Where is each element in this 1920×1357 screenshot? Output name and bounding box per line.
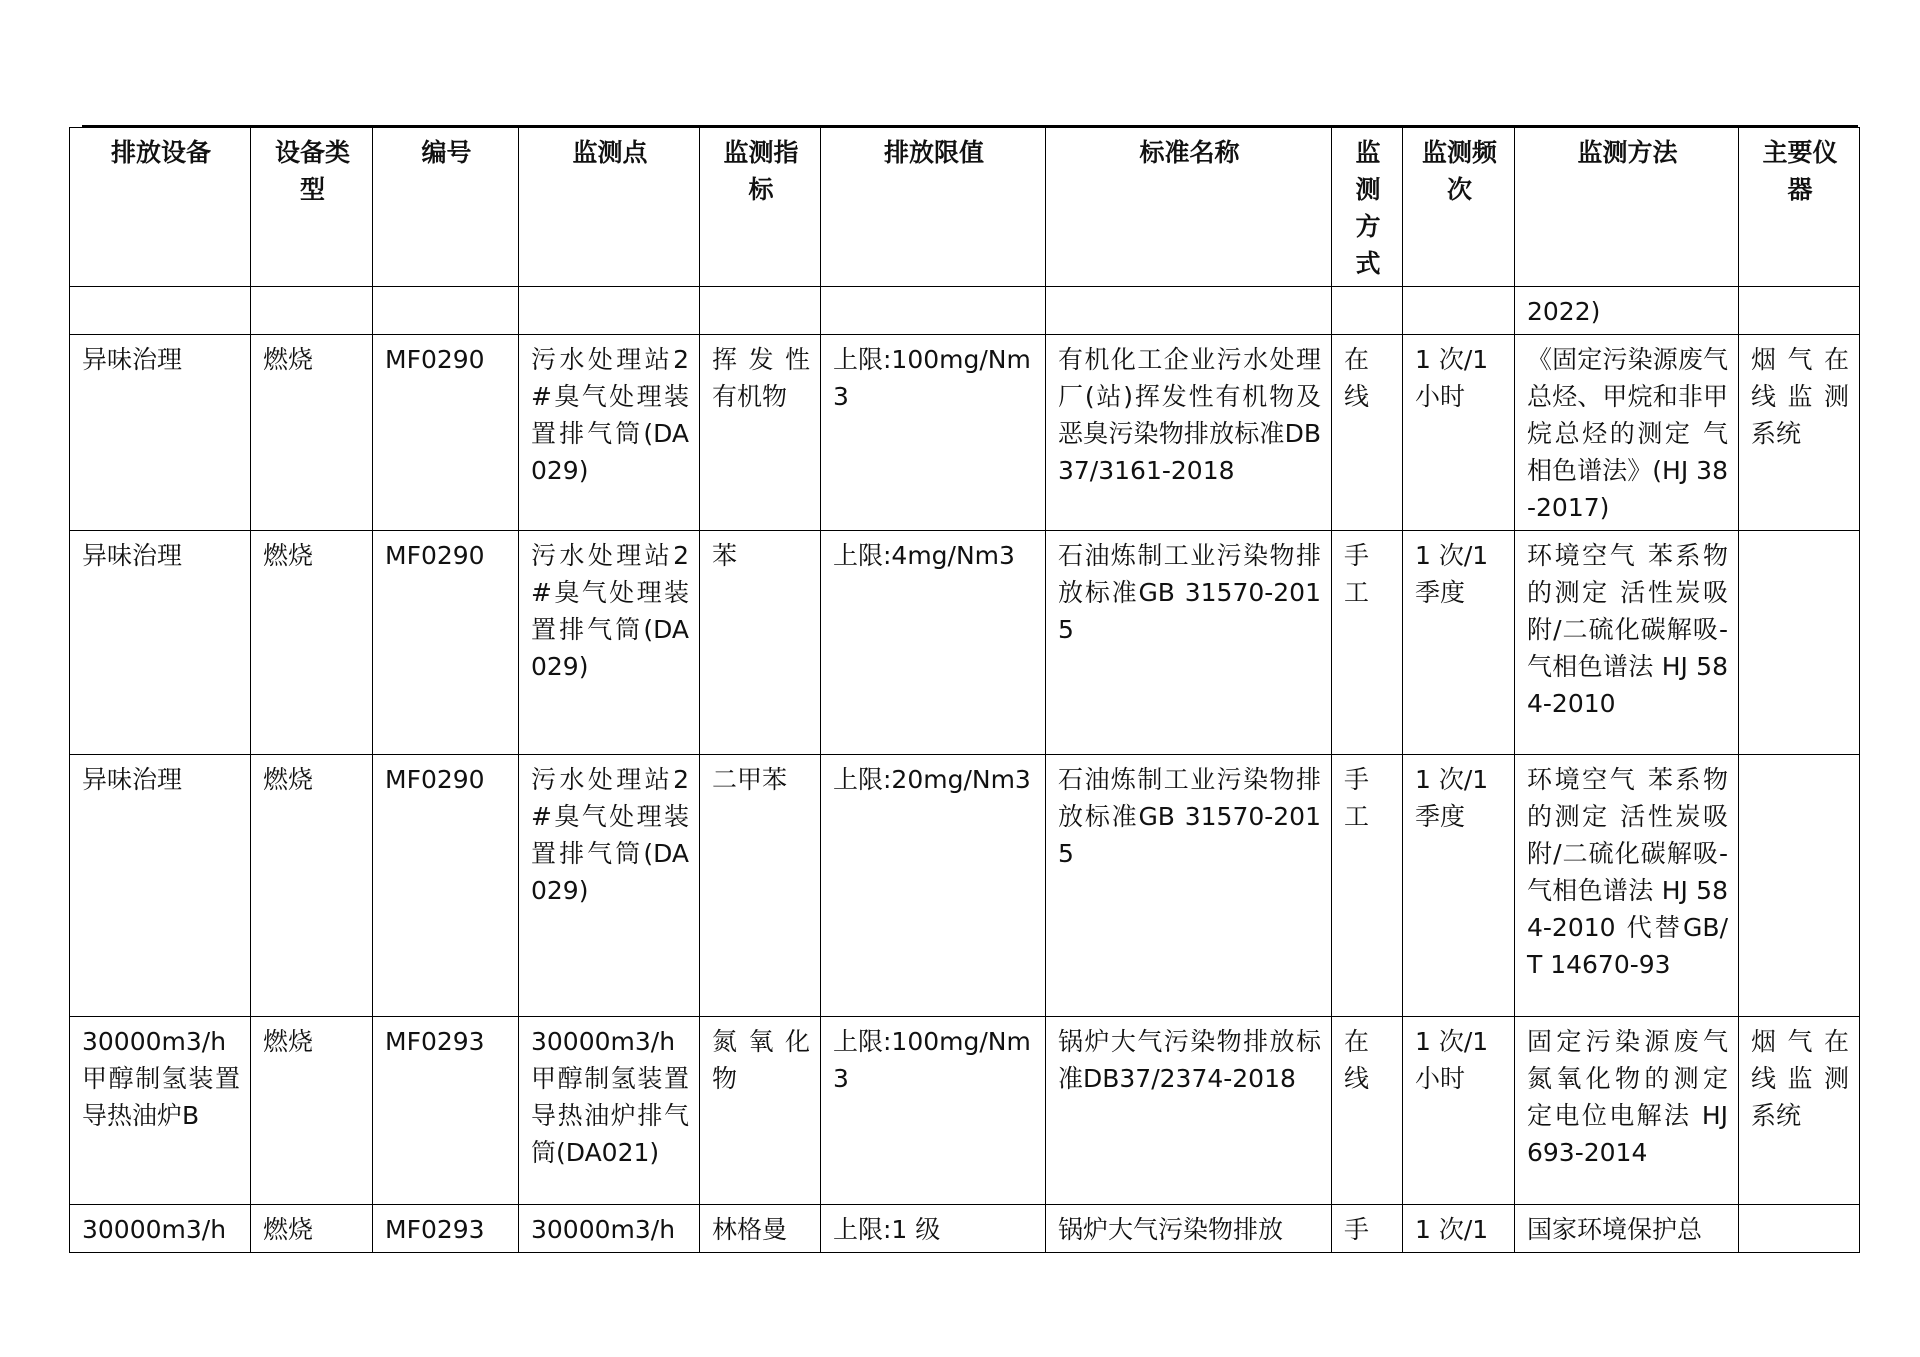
method-cell: 环境空气 苯系物的测定 活性炭吸附/二硫化碳解吸-气相色谱法 HJ 584-2010 [1515,531,1739,755]
limit-cell: 上限:4mg/Nm3 [821,531,1046,755]
device-cell: 异味治理 [70,335,251,531]
device-cell: 异味治理 [70,755,251,1017]
header-mode: 监测方式 [1332,128,1403,287]
limit-cell: 上限:1 级 [821,1205,1046,1253]
limit-cell: 上限:100mg/Nm3 [821,335,1046,531]
type-cell: 燃烧 [251,1017,373,1205]
mode-cell: 在线 [1332,335,1403,531]
header-frequency: 监测频次 [1403,128,1515,287]
header-device: 排放设备 [70,128,251,287]
point-cell: 污水处理站2#臭气处理装置排气筒(DA029) [519,531,700,755]
method-cell: 固定污染源废气 氮氧化物的测定 定电位电解法 HJ 693-2014 [1515,1017,1739,1205]
table-row [70,335,1860,531]
mode-cell: 手工 [1332,755,1403,1017]
header-point: 监测点 [519,128,700,287]
table-cell [821,287,1046,335]
table-cell [251,287,373,335]
indicator-cell: 氮氧化物 [700,1017,821,1205]
limit-cell: 上限:20mg/Nm3 [821,755,1046,1017]
indicator-cell: 林格曼 [700,1205,821,1253]
frequency-cell: 1 次/1 季度 [1403,755,1515,1017]
code-cell: MF0290 [373,531,519,755]
header-limit: 排放限值 [821,128,1046,287]
standard-cell: 锅炉大气污染物排放 [1046,1205,1332,1253]
point-cell: 污水处理站2#臭气处理装置排气筒(DA029) [519,755,700,1017]
method-cell: 2022) [1515,287,1739,335]
point-cell: 30000m3/h 甲醇制氢装置导热油炉排气筒(DA021) [519,1017,700,1205]
table-cell [1332,287,1403,335]
instrument-cell: 烟气在线监测系统 [1739,1017,1860,1205]
header-instrument: 主要仪器 [1739,128,1860,287]
header-type: 设备类型 [251,128,373,287]
frequency-cell: 1 次/1 [1403,1205,1515,1253]
indicator-cell: 挥发性有机物 [700,335,821,531]
device-cell: 30000m3/h 甲醇制氢装置导热油炉B [70,1017,251,1205]
mode-cell: 在线 [1332,1017,1403,1205]
table-cell [1046,287,1332,335]
table-cell [70,287,251,335]
table-cell [1739,287,1860,335]
frequency-cell: 1 次/1 小时 [1403,1017,1515,1205]
header-method: 监测方法 [1515,128,1739,287]
type-cell: 燃烧 [251,755,373,1017]
frequency-cell: 1 次/1 小时 [1403,335,1515,531]
point-cell: 污水处理站2#臭气处理装置排气筒(DA029) [519,335,700,531]
table-cell [700,287,821,335]
instrument-cell [1739,531,1860,755]
standard-cell: 石油炼制工业污染物排放标准GB 31570-2015 [1046,755,1332,1017]
method-cell: 《固定污染源废气 总烃、甲烷和非甲烷总烃的测定 气相色谱法》(HJ 38-2017) [1515,335,1739,531]
code-cell: MF0293 [373,1205,519,1253]
instrument-cell: 烟气在线监测系统 [1739,335,1860,531]
code-cell: MF0290 [373,335,519,531]
type-cell: 燃烧 [251,335,373,531]
table-cell [373,287,519,335]
continuation-row [70,287,1860,335]
code-cell: MF0290 [373,755,519,1017]
point-cell: 30000m3/h [519,1205,700,1253]
method-cell: 国家环境保护总 [1515,1205,1739,1253]
header-indicator: 监测指标 [700,128,821,287]
header-code: 编号 [373,128,519,287]
mode-cell: 手 [1332,1205,1403,1253]
table-row [70,1205,1860,1253]
device-cell: 30000m3/h [70,1205,251,1253]
table-row [70,755,1860,1017]
method-cell: 环境空气 苯系物的测定 活性炭吸附/二硫化碳解吸-气相色谱法 HJ 584-2010 代替GB/T 14670-93 [1515,755,1739,1017]
standard-cell: 有机化工企业污水处理厂(站)挥发性有机物及恶臭污染物排放标准DB37/3161-2018 [1046,335,1332,531]
code-cell: MF0293 [373,1017,519,1205]
type-cell: 燃烧 [251,531,373,755]
type-cell: 燃烧 [251,1205,373,1253]
instrument-cell [1739,755,1860,1017]
frequency-cell: 1 次/1 季度 [1403,531,1515,755]
instrument-cell [1739,1205,1860,1253]
standard-cell: 锅炉大气污染物排放标准DB37/2374-2018 [1046,1017,1332,1205]
monitoring-table [69,127,1860,1253]
device-cell: 异味治理 [70,531,251,755]
indicator-cell: 二甲苯 [700,755,821,1017]
table-cell [1403,287,1515,335]
limit-cell: 上限:100mg/Nm3 [821,1017,1046,1205]
header-standard: 标准名称 [1046,128,1332,287]
header-row [70,128,1860,287]
table-row [70,531,1860,755]
indicator-cell: 苯 [700,531,821,755]
standard-cell: 石油炼制工业污染物排放标准GB 31570-2015 [1046,531,1332,755]
mode-cell: 手工 [1332,531,1403,755]
table-cell [519,287,700,335]
table-row [70,1017,1860,1205]
